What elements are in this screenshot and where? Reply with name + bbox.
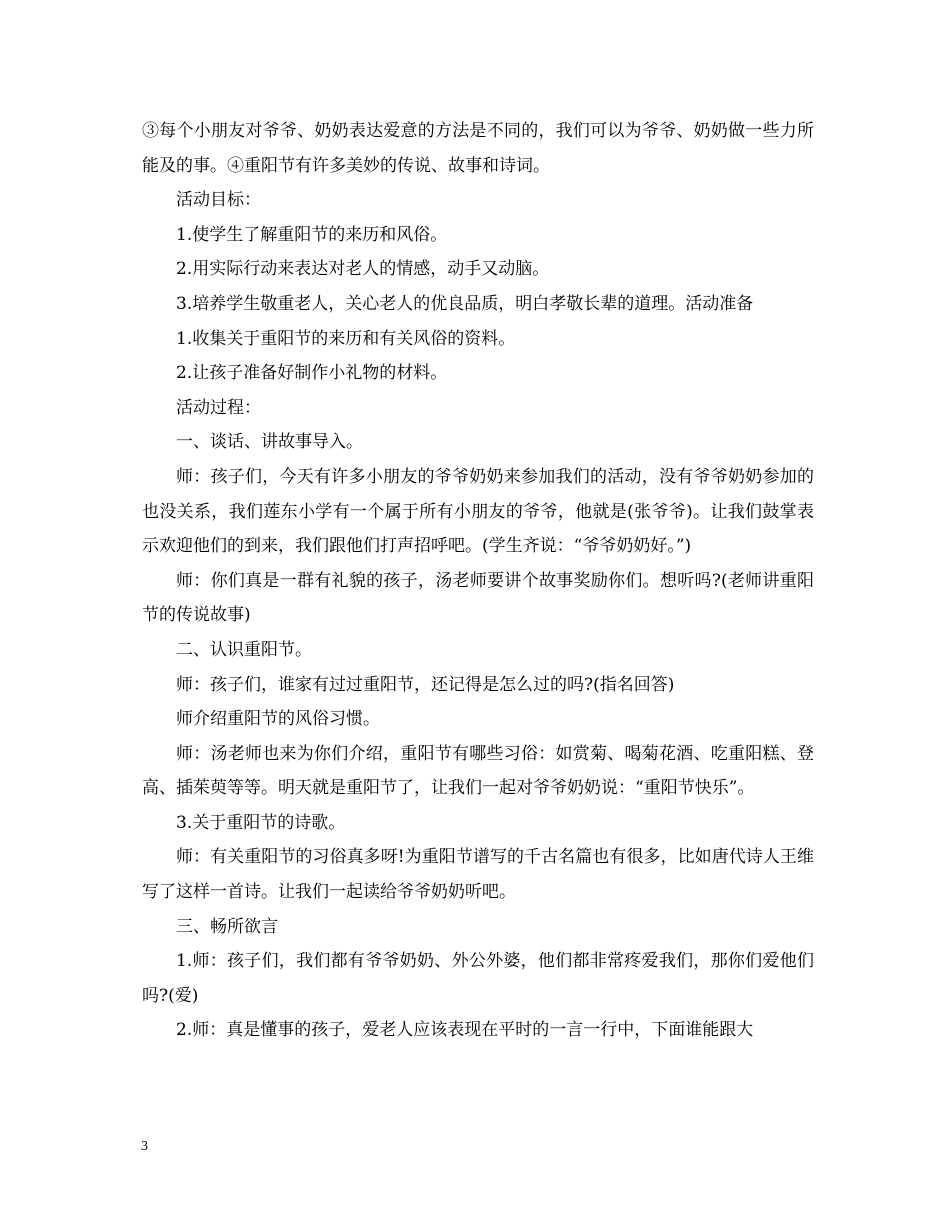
paragraph: 2.师：真是懂事的孩子，爱老人应该表现在平时的一言一行中，下面谁能跟大 — [176, 1020, 754, 1041]
paragraph: 师：孩子们，谁家有过过重阳节，还记得是怎么过的吗?(指名回答) — [176, 674, 675, 695]
paragraph: 活动目标： — [176, 190, 261, 211]
paragraph: 一、谈话、讲故事导入。 — [176, 432, 363, 453]
paragraph: 2.让孩子准备好制作小礼物的材料。 — [176, 363, 448, 384]
page-number: 3 — [141, 1139, 148, 1154]
paragraph: 3.培养学生敬重老人，关心老人的优良品质，明白孝敬长辈的道理。活动准备 — [176, 293, 754, 314]
paragraph: 三、畅所欲言 — [176, 916, 278, 937]
paragraph: 师：有关重阳节的习俗真多呀!为重阳节谱写的千古名篇也有很多，比如唐代诗人王维写了这样一首诗。让我们一起读给爷爷奶奶听吧。 — [142, 847, 814, 903]
paragraph: 1.使学生了解重阳节的来历和风俗。 — [176, 224, 448, 245]
paragraph: 二、认识重阳节。 — [176, 639, 312, 660]
paragraph: 1.收集关于重阳节的来历和有关风俗的资料。 — [176, 328, 516, 349]
paragraph: 活动过程： — [176, 397, 261, 418]
paragraph: 1.师：孩子们，我们都有爷爷奶奶、外公外婆，他们都非常疼爱我们，那你们爱他们吗?(爱) — [142, 951, 814, 1006]
document-body — [142, 114, 814, 1048]
paragraph: ③每个小朋友对爷爷、奶奶表达爱意的方法是不同的，我们可以为爷爷、奶奶做一些力所能及的事。④重阳节有许多美妙的传说、故事和诗词。 — [142, 121, 814, 176]
paragraph: 师：孩子们，今天有许多小朋友的爷爷奶奶来参加我们的活动，没有爷爷奶奶参加的也没关系，我们莲东小学有一个属于所有小朋友的爷爷，他就是(张爷爷)。让我们鼓掌表示欢迎他们的到来，我们跟他们打声招呼吧。(学生齐说：“爷爷奶奶好。”) — [142, 466, 814, 557]
paragraph: 师：汤老师也来为你们介绍，重阳节有哪些习俗：如赏菊、喝菊花酒、吃重阳糕、登高、插茱萸等等。明天就是重阳节了，让我们一起对爷爷奶奶说：“重阳节快乐”。 — [142, 743, 814, 799]
paragraph: 3.关于重阳节的诗歌。 — [176, 812, 346, 833]
paragraph: 师：你们真是一群有礼貌的孩子，汤老师要讲个故事奖励你们。想听吗?(老师讲重阳节的传说故事) — [142, 570, 814, 626]
paragraph: 2.用实际行动来表达对老人的情感，动手又动脑。 — [176, 259, 550, 280]
paragraph: 师介绍重阳节的风俗习惯。 — [176, 709, 380, 730]
